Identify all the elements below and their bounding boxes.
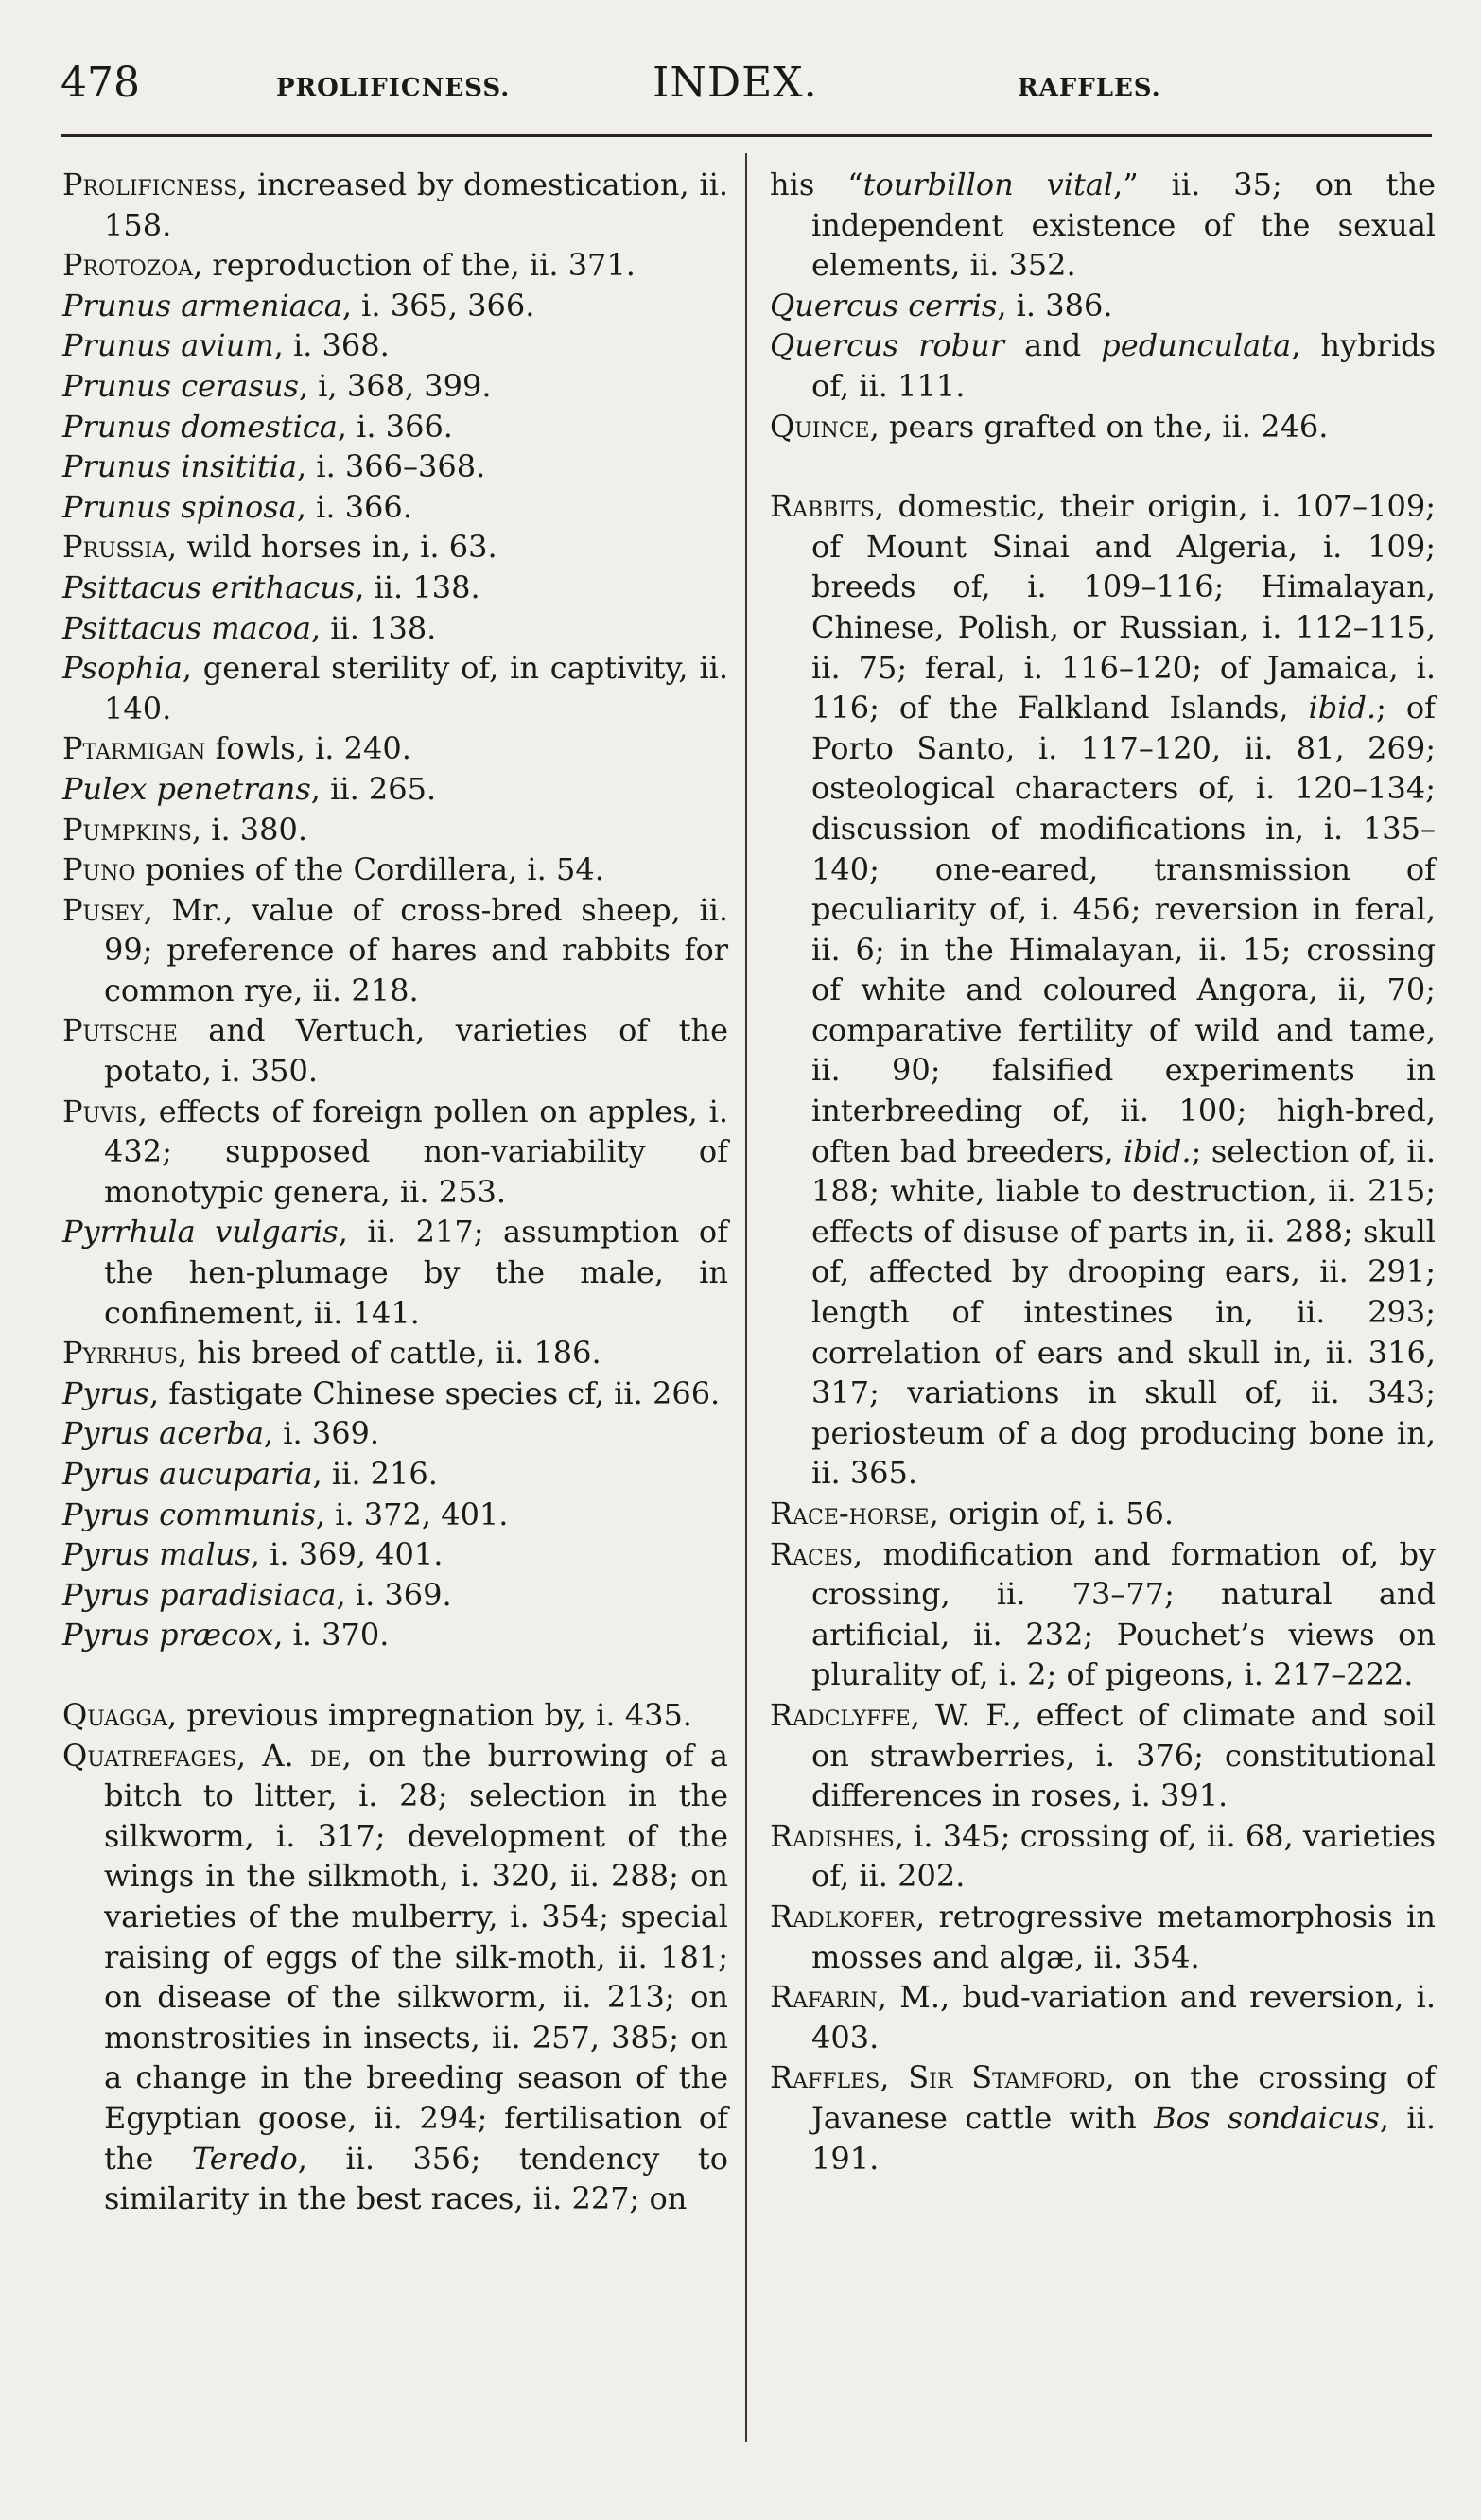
index-entry: [62, 1695, 728, 1736]
entry-heading: Races: [770, 1535, 853, 1572]
entry-text: , on the crossing of Javanese cattle with: [811, 2059, 1436, 2136]
entry-heading: Quince: [770, 408, 870, 445]
entry-text: , i. 369.: [336, 1576, 452, 1613]
entry-heading: Protozoa: [62, 247, 194, 284]
entry-text: , ii. 216.: [312, 1456, 438, 1492]
entry-heading: Putsche: [62, 1012, 178, 1049]
entry-taxon: Quercus robur: [770, 327, 1005, 364]
left-column: [62, 165, 728, 2219]
index-entry: [62, 608, 728, 649]
index-entry: [770, 486, 1436, 1494]
entry-taxon: Pyrus communis: [62, 1496, 316, 1532]
entry-text: , hybrids of, ii. 111.: [811, 327, 1437, 404]
entry-text: , ii. 191.: [811, 2099, 1437, 2177]
index-entry: [62, 446, 728, 487]
entry-taxon: Pyrus malus: [62, 1536, 251, 1573]
index-entry: [770, 1695, 1436, 1816]
entry-text: , i. 345; crossing of, ii. 68, varieties of, ii. 202.: [811, 1817, 1436, 1895]
entry-heading: Radishes: [770, 1817, 895, 1854]
entry-text: ; of Porto Santo, i. 117–120, ii. 81, 269; osteological characters of, i. 120–134; discussion of modifications in, i. 135–140; one-eared, transmission of peculiarity of, i. 456; reversion in feral, ii. 6; in the Himalayan, ii. 15; crossing of white and coloured Angora, ii, 70; comparative fertility of wild and tame, ii. 90; falsified experiments in interbreeding of, ii. 100; high-bred, often bad breeders,: [811, 690, 1437, 1169]
entry-italic: ibid.: [1123, 1132, 1192, 1169]
entry-text: , wild horses in, i. 63.: [166, 529, 497, 566]
entry-taxon: Pulex penetrans: [62, 770, 311, 807]
entry-text: , i. 370.: [273, 1617, 390, 1654]
entry-text: and Vertuch, varieties of the potato, i. 350.: [104, 1012, 728, 1090]
index-entry: [62, 165, 728, 245]
entry-text: , i. 366.: [337, 408, 453, 445]
index-entry: [62, 366, 728, 407]
entry-text: , origin of, i. 56.: [929, 1496, 1175, 1531]
entry-taxon: Psittacus macoa: [62, 609, 311, 646]
index-entry: [62, 849, 728, 890]
index-entry: [770, 1977, 1436, 2057]
entry-text: , ii. 138.: [310, 609, 437, 646]
index-entry: [62, 1413, 728, 1454]
index-entry: [770, 1494, 1436, 1534]
entry-text: , i. 365, 366.: [341, 287, 535, 324]
entry-text: , previous impregnation by, i. 435.: [167, 1696, 692, 1733]
entry-taxon: Psittacus erithacus: [62, 569, 356, 605]
index-entry: [62, 648, 728, 728]
index-entry: [62, 1495, 728, 1535]
entry-text: , i. 380.: [191, 811, 308, 848]
entry-italic: Teredo: [191, 2140, 298, 2177]
entry-heading: Prolificness: [62, 166, 238, 202]
entry-text: , ii. 356; tendency to similarity in the best races, ii. 227; on: [104, 2140, 728, 2217]
entry-text: , retrogressive metamorphosis in mosses and algæ, ii. 354.: [811, 1898, 1436, 1975]
entry-text: his “: [770, 166, 863, 202]
index-entry: [770, 1897, 1436, 1977]
entry-text: ponies of the Cordillera, i. 54.: [135, 851, 604, 888]
entry-text: , his breed of cattle, ii. 186.: [177, 1335, 601, 1372]
section-gap: [770, 446, 1436, 486]
entry-text: fowls, i. 240.: [205, 730, 411, 767]
index-entry: [62, 728, 728, 769]
entry-taxon: Pyrrhula vulgaris: [62, 1214, 339, 1251]
entry-text: , domestic, their origin, i. 107–109; of Mount Sinai and Algeria, i. 109; breeds of, i. 109–116; Himalayan, Chinese, Polish, or Russian, i. 112–115, ii. 75; feral, i. 116–120; of Jamaica, i. 116; of the Falkland Islands,: [811, 488, 1436, 726]
entry-text: , i. 372, 401.: [315, 1496, 509, 1532]
entry-taxon: Pyrus præcox: [62, 1617, 274, 1654]
entry-taxon: Pyrus acerba: [62, 1415, 264, 1452]
entry-taxon: Psophia: [62, 650, 183, 687]
entry-text: ; selection of, ii. 188; white, liable to destruction, ii. 215; effects of disuse of parts in, ii. 288; skull of, affected by drooping ears, ii. 291; length of intestines in, ii. 293; correlation of ears and skull in, ii. 316, 317; variations in skull of, ii. 343; periosteum of a dog producing bone in, ii. 365.: [811, 1132, 1437, 1492]
index-entry: [62, 810, 728, 850]
section-gap: [62, 1655, 728, 1695]
entry-heading: Pyrrhus: [62, 1335, 178, 1372]
entry-heading: Puno: [62, 851, 136, 888]
entry-text: , i. 368.: [273, 327, 390, 364]
entry-italic: ibid.: [1308, 690, 1377, 726]
entry-text: and: [1004, 327, 1102, 364]
entry-taxon: Prunus avium: [62, 327, 274, 364]
entry-heading: Puvis: [62, 1093, 138, 1129]
entry-text: , on the burrowing of a bitch to litter, i. 28; selection in the silkworm, i. 317; development of the wings in the silkmoth, i. 320, ii. 288; on varieties of the mulberry, i. 354; special raising of eggs of the silk-moth, ii. 181; on disease of the silkworm, ii. 213; on monstrosities in insects, ii. 257, 385; on a change in the breeding season of the Egyptian goose, ii. 294; fertilisation of the: [104, 1737, 728, 2177]
entry-text: , i. 369.: [263, 1415, 380, 1452]
index-entry: [770, 286, 1436, 326]
entry-text: , ii. 138.: [355, 569, 480, 605]
index-entry: [770, 165, 1436, 286]
entry-heading: Ptarmigan: [62, 730, 206, 767]
index-entry: [62, 1333, 728, 1374]
header-rule: [61, 134, 1432, 137]
entry-text: , bud-variation and reversion, i. 403.: [811, 1979, 1436, 2056]
entry-text: , i. 369, 401.: [250, 1536, 444, 1573]
index-entry: [62, 1575, 728, 1616]
index-entry: [62, 1212, 728, 1333]
entry-taxon: Prunus insititia: [62, 448, 298, 485]
entry-text: , effect of climate and soil on strawberries, i. 376; constitutional differences in roses, i. 391.: [811, 1696, 1436, 1814]
page-number: 478: [61, 59, 140, 107]
page-title: INDEX.: [653, 59, 818, 107]
entry-heading: Rabbits: [770, 488, 875, 525]
index-entry: [62, 245, 728, 286]
index-entry: [62, 1615, 728, 1655]
index-entry: [62, 1010, 728, 1091]
entry-heading: Quagga: [62, 1696, 168, 1733]
index-entry: [770, 2057, 1436, 2179]
index-entry: [62, 1092, 728, 1213]
index-entry: [62, 568, 728, 608]
index-entry: [770, 325, 1436, 406]
entry-text: , effects of foreign pollen on apples, i. 432; supposed non-variability of monotypic genera, ii. 253.: [104, 1093, 728, 1210]
entry-heading: Radlkofer: [770, 1898, 915, 1934]
entry-text: ,” ii. 35; on the independent existence of the sexual elements, ii. 352.: [811, 166, 1437, 284]
entry-heading: Pusey: [62, 891, 144, 928]
entry-heading: Quatrefages, A. de: [62, 1737, 342, 1774]
entry-text: , ii. 265.: [310, 770, 437, 807]
entry-taxon: Pyrus paradisiaca: [62, 1576, 337, 1613]
entry-heading: Pumpkins: [62, 811, 192, 848]
entry-italic: Bos sondaicus: [1154, 2099, 1380, 2136]
entry-heading: Race-horse: [770, 1496, 930, 1531]
entry-text: , increased by domestication, ii. 158.: [104, 166, 728, 243]
entry-text: , ii. 217; assumption of the hen-plumage by the male, in confinement, ii. 141.: [104, 1214, 729, 1331]
index-entry: [62, 286, 728, 326]
index-entry: [62, 325, 728, 366]
entry-heading: Rafarin, M.: [770, 1979, 941, 2016]
entry-text: , i. 386.: [997, 287, 1113, 324]
entry-italic: tourbillon vital: [862, 166, 1114, 202]
entry-text: , Mr., value of cross-bred sheep, ii. 99; preference of hares and rabbits for common rye, ii. 218.: [104, 891, 728, 1008]
entry-taxon: Quercus cerris: [770, 287, 998, 324]
index-entry: [62, 1534, 728, 1575]
index-entry: [62, 487, 728, 528]
entry-heading: Radclyffe, W. F.: [770, 1696, 1012, 1733]
index-entry: [62, 769, 728, 810]
entry-taxon: Pyrus: [62, 1374, 149, 1411]
entry-italic: pedunculata: [1101, 327, 1292, 364]
entry-text: , pears grafted on the, ii. 246.: [869, 408, 1329, 445]
page-header: [0, 59, 1481, 115]
index-entry: [62, 407, 728, 447]
entry-taxon: Prunus cerasus: [62, 367, 299, 404]
entry-taxon: Prunus armeniaca: [62, 287, 342, 324]
right-running-head: RAFFLES.: [1018, 74, 1161, 102]
index-entry: [770, 407, 1436, 447]
index-entry: [62, 1736, 728, 2219]
entry-text: , i. 366.: [296, 488, 412, 525]
entry-taxon: Prunus spinosa: [62, 488, 297, 525]
left-running-head: PROLIFICNESS.: [276, 74, 511, 102]
index-entry: [770, 1816, 1436, 1897]
entry-heading: Prussia: [62, 529, 167, 566]
entry-text: , reproduction of the, ii. 371.: [193, 247, 636, 284]
index-entry: [770, 1534, 1436, 1695]
index-entry: [62, 1374, 728, 1414]
column-divider: [745, 153, 747, 2442]
right-column: [770, 165, 1436, 2179]
entry-taxon: Prunus domestica: [62, 408, 338, 445]
index-entry: [62, 527, 728, 568]
entry-text: , i, 368, 399.: [298, 367, 492, 404]
entry-taxon: Pyrus aucuparia: [62, 1456, 313, 1492]
entry-text: , fastigate Chinese species cf, ii. 266.: [148, 1374, 721, 1411]
index-entry: [62, 890, 728, 1011]
index-entry: [62, 1454, 728, 1495]
entry-heading: Raffles, Sir Stamford: [770, 2059, 1106, 2096]
entry-text: , i. 366–368.: [297, 448, 486, 485]
entry-text: , general sterility of, in captivity, ii. 140.: [104, 650, 728, 726]
entry-text: , modification and formation of, by crossing, ii. 73–77; natural and artificial, ii. 232; Pouchet’s views on plurality of, i. 2; of pigeons, i. 217–222.: [811, 1535, 1436, 1693]
